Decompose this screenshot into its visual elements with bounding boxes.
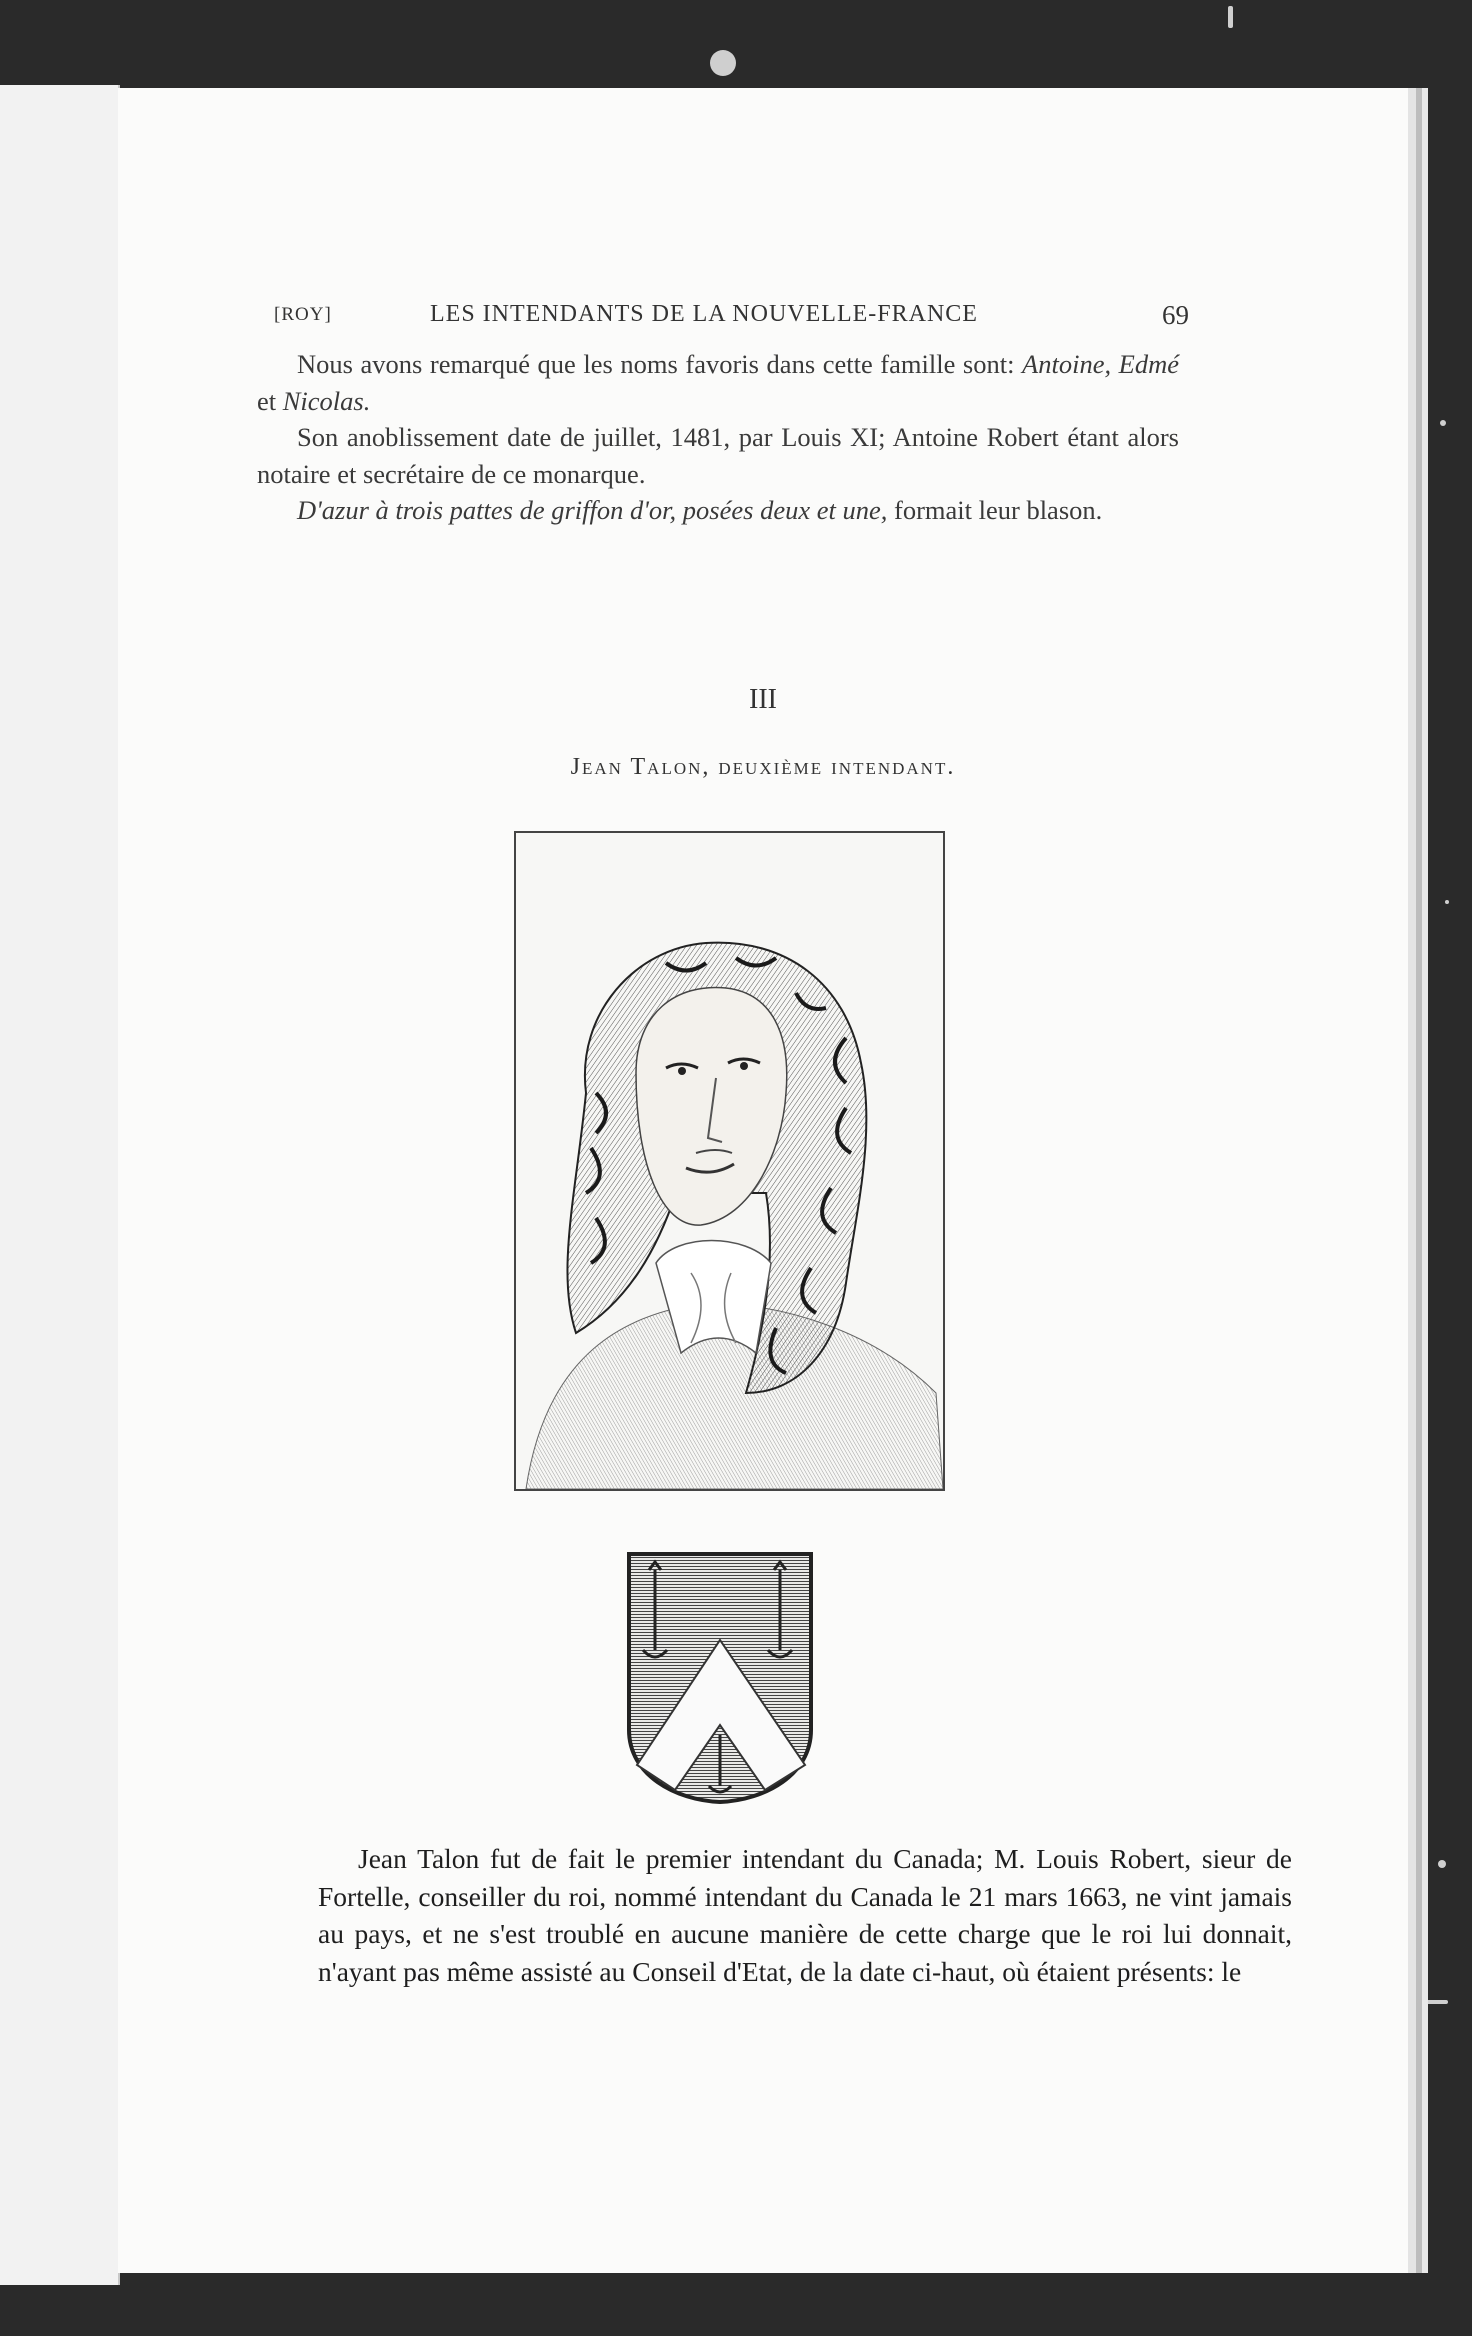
page-number: 69 bbox=[1162, 300, 1189, 330]
section-title: Jean Talon, deuxième intendant. bbox=[570, 754, 956, 780]
body-text bbox=[318, 1840, 1292, 1990]
coat-of-arms bbox=[625, 1550, 815, 1806]
running-title: LES INTENDANTS DE LA NOUVELLE-FRANCE bbox=[430, 301, 978, 327]
book-page bbox=[118, 88, 1408, 2273]
intro-text bbox=[257, 346, 1179, 529]
scan-speck bbox=[1420, 2000, 1448, 2004]
paragraph-blazon: D'azur à trois pattes de griffon d'or, posées deux et une, formait leur blason. bbox=[297, 495, 1103, 525]
portrait-engraving bbox=[516, 833, 943, 1489]
portrait-jean-talon bbox=[514, 831, 945, 1491]
scan-speck bbox=[1228, 6, 1233, 28]
scan-speck bbox=[1440, 420, 1446, 426]
section-number: III bbox=[749, 684, 777, 715]
page-header bbox=[118, 296, 1408, 336]
paragraph-first-intendant: Jean Talon fut de fait le premier intendant du Canada; M. Louis Robert, sieur de Fortelle, conseiller du roi, nommé intendant du Canada le 21 mars 1663, ne vint jamais au pays, et ne s'est troublé en aucune manière de cette charge que le roi lui donnait, n'ayant pas même assisté au Conseil d'Etat, de la date ci-haut, où étaient présents: le bbox=[318, 1843, 1292, 1987]
scan-speck bbox=[710, 50, 736, 76]
scan-speck bbox=[1438, 1860, 1446, 1868]
author-tag: [ROY] bbox=[274, 304, 332, 325]
scan-speck bbox=[1445, 900, 1449, 904]
coat-of-arms-engraving bbox=[625, 1550, 815, 1806]
paragraph-ennoblement: Son anoblissement date de juillet, 1481, par Louis XI; Antoine Robert étant alors notaire et secrétaire de ce monarque. bbox=[257, 422, 1179, 489]
paragraph-family-names: Nous avons remarqué que les noms favoris dans cette famille sont: Antoine, Edmé et Nicolas. bbox=[257, 349, 1179, 416]
left-page-edge bbox=[0, 85, 120, 2285]
